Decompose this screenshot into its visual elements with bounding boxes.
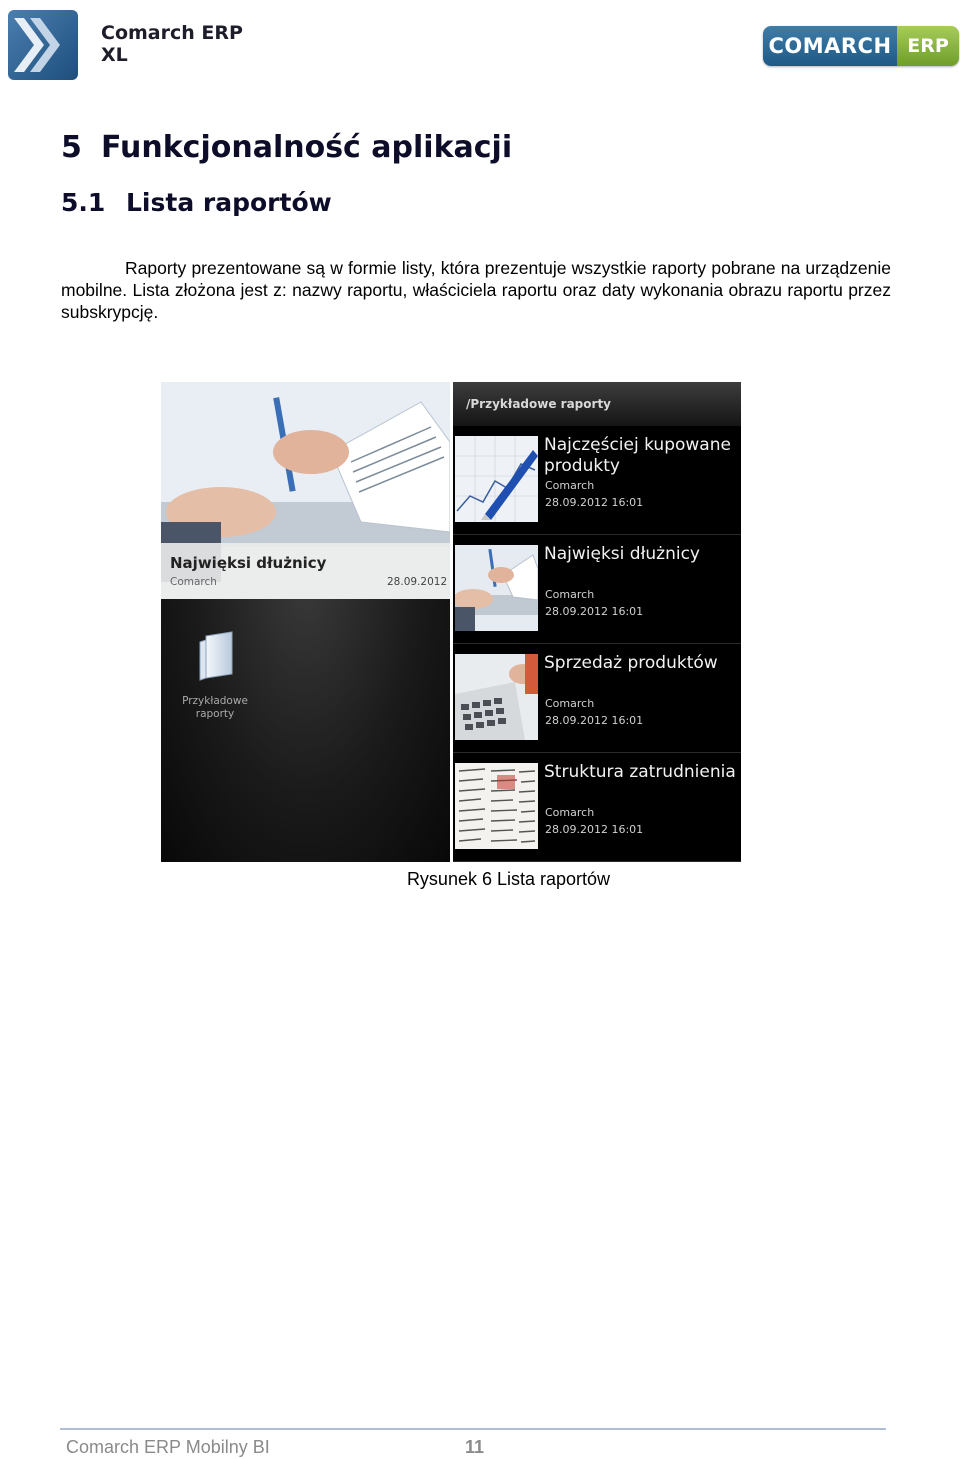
brand-logo-right: ERP — [897, 26, 959, 66]
comarch-erp-xl-logo-icon — [8, 10, 78, 80]
report-list-item[interactable] — [453, 426, 741, 535]
report-title: Najwięksi dłużnicy — [544, 544, 700, 564]
financial-table-thumbnail-icon — [455, 763, 538, 849]
calculator-thumbnail-icon — [455, 654, 538, 740]
report-owner: Comarch — [545, 479, 595, 492]
handshake-documents-thumbnail-icon — [455, 545, 538, 631]
body-paragraph: Raporty prezentowane są w formie listy, która prezentuje wszystkie raporty pobrane na urządzenie mobilne. Lista złożona jest z: nazwy raportu, właściciela raportu oraz daty wykonania obrazu raportu przez subskrypcję. — [61, 258, 891, 322]
product-logo-line2: XL — [101, 44, 128, 66]
report-title: Sprzedaż produktów — [544, 653, 718, 673]
banner-owner: Comarch — [170, 576, 217, 588]
list-header — [453, 382, 741, 426]
folder-path: /Przykładowe raporty — [466, 397, 611, 411]
banner-date: 28.09.2012 — [387, 576, 448, 588]
report-date: 28.09.2012 16:01 — [545, 496, 644, 509]
report-title: Struktura zatrudnienia — [544, 762, 736, 782]
footer-doc-title: Comarch ERP Mobilny BI — [66, 1437, 270, 1457]
report-list-item[interactable] — [453, 535, 741, 644]
report-date: 28.09.2012 16:01 — [545, 605, 644, 618]
report-owner: Comarch — [545, 697, 595, 710]
product-logo-text — [101, 22, 243, 66]
subsection-title: Lista raportów — [126, 188, 332, 217]
folder-icon[interactable] — [198, 630, 236, 682]
subsection-number: 5.1 — [61, 188, 106, 217]
footer-divider — [60, 1428, 886, 1430]
report-date: 28.09.2012 16:01 — [545, 714, 644, 727]
section-number: 5 — [61, 130, 82, 165]
report-owner: Comarch — [545, 806, 595, 819]
report-list-item[interactable] — [453, 644, 741, 753]
subsection-heading — [61, 188, 332, 217]
comarch-erp-brand-logo — [763, 26, 959, 66]
report-date: 28.09.2012 16:01 — [545, 823, 644, 836]
section-heading — [61, 130, 512, 165]
report-list-item[interactable] — [453, 753, 741, 862]
report-list-panel — [453, 382, 741, 862]
banner-title: Najwięksi dłużnicy — [170, 554, 327, 572]
report-owner: Comarch — [545, 588, 595, 601]
folder-view-panel — [161, 382, 450, 862]
folder-label[interactable]: Przykładowe raporty — [182, 695, 248, 720]
chart-with-pen-thumbnail-icon — [455, 436, 538, 522]
report-title: Najczęściej kupowane produkty — [544, 435, 731, 476]
section-title: Funkcjonalność aplikacji — [101, 130, 513, 165]
product-logo-line1: Comarch ERP — [101, 22, 243, 44]
figure-caption: Rysunek 6 Lista raportów — [406, 869, 611, 889]
page-number: 11 — [465, 1437, 485, 1457]
app-screenshot-figure — [161, 382, 741, 862]
brand-logo-left: COMARCH — [763, 26, 897, 66]
